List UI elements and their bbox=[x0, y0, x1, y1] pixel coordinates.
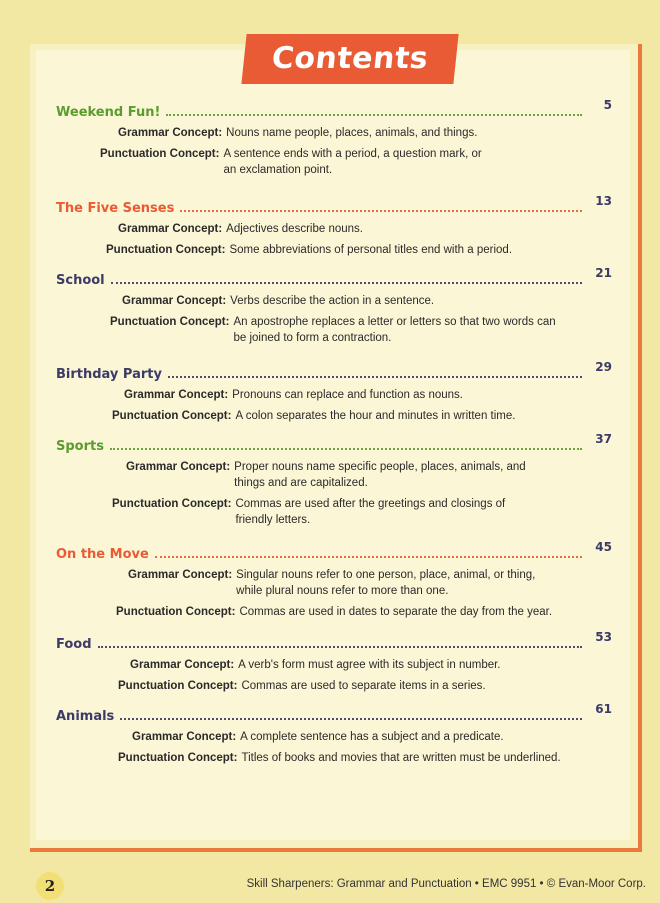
toc-section[interactable] bbox=[56, 434, 612, 528]
punctuation-concept bbox=[116, 604, 612, 620]
punctuation-concept-text: An apostrophe replaces a letter or letters so that two words can be joined to form a contraction. bbox=[233, 316, 556, 344]
punctuation-concept-label: Punctuation Concept: bbox=[112, 410, 232, 422]
punctuation-concept-text: A sentence ends with a period, a question mark, or an exclamation point. bbox=[223, 148, 482, 176]
grammar-concept bbox=[118, 221, 612, 237]
punctuation-concept-label: Punctuation Concept: bbox=[110, 316, 230, 328]
toc-section[interactable] bbox=[56, 100, 612, 178]
section-heading[interactable] bbox=[56, 434, 612, 454]
dot-leader bbox=[110, 448, 582, 450]
section-heading[interactable] bbox=[56, 362, 612, 382]
section-title[interactable]: Sports bbox=[56, 439, 104, 454]
section-title[interactable]: Birthday Party bbox=[56, 367, 162, 382]
grammar-concept-text: Nouns name people, places, animals, and things. bbox=[226, 127, 478, 139]
punctuation-concept bbox=[110, 314, 558, 346]
grammar-concept-text: Singular nouns refer to one person, place, animal, or thing, while plural nouns refer to more than one. bbox=[236, 569, 536, 597]
dot-leader bbox=[111, 282, 582, 284]
dot-leader bbox=[166, 114, 582, 116]
punctuation-concept-label: Punctuation Concept: bbox=[118, 752, 238, 764]
punctuation-concept bbox=[112, 496, 532, 528]
punctuation-concept bbox=[100, 146, 490, 178]
punctuation-concept-label: Punctuation Concept: bbox=[100, 148, 220, 160]
punctuation-concept bbox=[118, 678, 612, 694]
grammar-concept-label: Grammar Concept: bbox=[126, 461, 231, 473]
grammar-concept bbox=[124, 387, 612, 403]
contents-title: Contents bbox=[241, 34, 458, 84]
grammar-concept-label: Grammar Concept: bbox=[128, 569, 233, 581]
section-page-number: 61 bbox=[595, 702, 612, 716]
grammar-concept bbox=[132, 729, 612, 745]
toc-section[interactable] bbox=[56, 542, 612, 620]
section-heading[interactable] bbox=[56, 268, 612, 288]
toc-section[interactable] bbox=[56, 704, 612, 766]
section-page-number: 53 bbox=[595, 630, 612, 644]
section-title[interactable]: Animals bbox=[56, 709, 115, 724]
punctuation-concept-label: Punctuation Concept: bbox=[106, 244, 226, 256]
punctuation-concept-text: Commas are used to separate items in a series. bbox=[241, 680, 486, 692]
toc-section[interactable] bbox=[56, 268, 612, 346]
grammar-concept-label: Grammar Concept: bbox=[130, 659, 235, 671]
grammar-concept bbox=[122, 293, 612, 309]
grammar-concept-label: Grammar Concept: bbox=[118, 127, 223, 139]
section-page-number: 5 bbox=[603, 98, 612, 112]
dot-leader bbox=[180, 210, 582, 212]
section-heading[interactable] bbox=[56, 542, 612, 562]
page-number: 2 bbox=[36, 872, 64, 900]
grammar-concept-text: Verbs describe the action in a sentence. bbox=[230, 295, 435, 307]
grammar-concept bbox=[128, 567, 554, 599]
grammar-concept-text: A complete sentence has a subject and a predicate. bbox=[240, 731, 504, 743]
grammar-concept-text: Pronouns can replace and function as nouns. bbox=[232, 389, 463, 401]
toc-section[interactable] bbox=[56, 362, 612, 424]
grammar-concept-text: Adjectives describe nouns. bbox=[226, 223, 363, 235]
punctuation-concept-text: Commas are used after the greetings and closings of friendly letters. bbox=[235, 498, 506, 526]
section-title[interactable]: The Five Senses bbox=[56, 201, 175, 216]
section-title[interactable]: Weekend Fun! bbox=[56, 105, 161, 120]
dot-leader bbox=[98, 646, 582, 648]
punctuation-concept-label: Punctuation Concept: bbox=[118, 680, 238, 692]
punctuation-concept-label: Punctuation Concept: bbox=[116, 606, 236, 618]
section-page-number: 45 bbox=[595, 540, 612, 554]
section-page-number: 29 bbox=[595, 360, 612, 374]
punctuation-concept-label: Punctuation Concept: bbox=[112, 498, 232, 510]
punctuation-concept bbox=[106, 242, 612, 258]
grammar-concept-label: Grammar Concept: bbox=[122, 295, 227, 307]
grammar-concept bbox=[118, 125, 612, 141]
punctuation-concept bbox=[112, 408, 612, 424]
toc-section[interactable] bbox=[56, 632, 612, 694]
section-title[interactable]: Food bbox=[56, 637, 92, 652]
grammar-concept bbox=[126, 459, 536, 491]
punctuation-concept-text: Titles of books and movies that are written must be underlined. bbox=[241, 752, 561, 764]
section-page-number: 21 bbox=[595, 266, 612, 280]
grammar-concept-label: Grammar Concept: bbox=[124, 389, 229, 401]
section-heading[interactable] bbox=[56, 196, 612, 216]
punctuation-concept-text: A colon separates the hour and minutes in written time. bbox=[235, 410, 516, 422]
section-heading[interactable] bbox=[56, 704, 612, 724]
grammar-concept-label: Grammar Concept: bbox=[132, 731, 237, 743]
grammar-concept-label: Grammar Concept: bbox=[118, 223, 223, 235]
grammar-concept bbox=[130, 657, 612, 673]
footer-credit: Skill Sharpeners: Grammar and Punctuation • EMC 9951 • © Evan-Moor Corp. bbox=[246, 878, 646, 890]
dot-leader bbox=[168, 376, 582, 378]
section-heading[interactable] bbox=[56, 632, 612, 652]
dot-leader bbox=[120, 718, 582, 720]
grammar-concept-text: A verb's form must agree with its subject in number. bbox=[238, 659, 501, 671]
punctuation-concept-text: Commas are used in dates to separate the day from the year. bbox=[239, 606, 553, 618]
section-page-number: 37 bbox=[595, 432, 612, 446]
punctuation-concept-text: Some abbreviations of personal titles end with a period. bbox=[229, 244, 513, 256]
section-title[interactable]: On the Move bbox=[56, 547, 149, 562]
section-title[interactable]: School bbox=[56, 273, 105, 288]
punctuation-concept bbox=[118, 750, 612, 766]
dot-leader bbox=[155, 556, 582, 558]
section-heading[interactable] bbox=[56, 100, 612, 120]
grammar-concept-text: Proper nouns name specific people, places, animals, and things and are capitalized. bbox=[234, 461, 526, 489]
toc-section[interactable] bbox=[56, 196, 612, 258]
section-page-number: 13 bbox=[595, 194, 612, 208]
